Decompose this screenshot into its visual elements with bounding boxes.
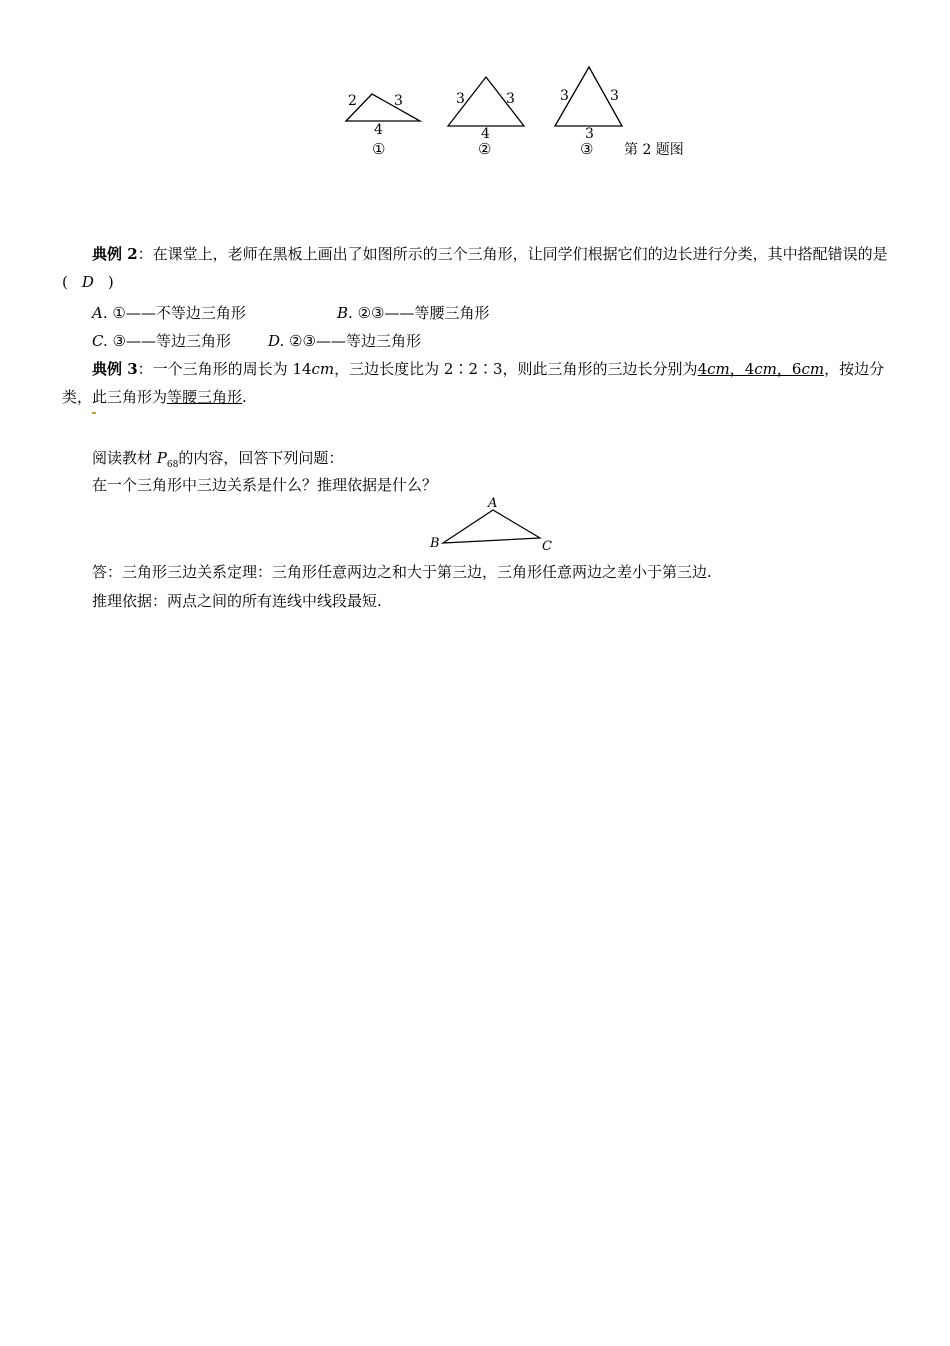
vertex-a-label: A xyxy=(488,496,498,511)
answer-line-2: 推理依据：两点之间的所有连线中线段最短. xyxy=(92,592,382,610)
figure-caption: 第 2 题图 xyxy=(624,142,684,158)
page-ref: P xyxy=(156,449,167,467)
stray-mark xyxy=(92,412,96,414)
tri2-right-label: 3 xyxy=(506,91,515,107)
reading-line-2: 在一个三角形中三边关系是什么？推理依据是什么？ xyxy=(92,476,438,494)
unit-cm: cm xyxy=(311,360,335,378)
option-b xyxy=(337,303,489,323)
example-3-text3: ，按边分类，此三角形为 xyxy=(62,360,885,406)
option-a-letter: A. xyxy=(92,304,108,322)
triangle-abc-figure xyxy=(425,495,560,555)
reading-text-1: 阅读教材 xyxy=(92,449,157,467)
example-2-text: ：在课堂上，老师在黑板上画出了如图所示的三个三角形，让同学们根据它们的边长进行分类，其中搭配错误的是( xyxy=(62,245,888,291)
unit-cm: cm xyxy=(801,360,825,378)
reading-text-2: 的内容，回答下列问题： xyxy=(178,449,344,467)
vertex-b-label: B xyxy=(430,536,440,551)
option-d-letter: D. xyxy=(268,332,285,350)
example-2 xyxy=(62,240,894,296)
example-3-title: 典例 3 xyxy=(92,360,138,378)
option-c xyxy=(92,331,231,351)
example-3-text1: ：一个三角形的周长为 14 xyxy=(137,360,312,378)
unit-cm: cm xyxy=(707,360,730,378)
vertex-c-label: C xyxy=(542,539,552,554)
option-c-text: ③——等边三角形 xyxy=(112,332,231,350)
tri1-number: ① xyxy=(372,140,386,158)
tri3-right-label: 3 xyxy=(610,88,619,104)
page-ref-number: 68 xyxy=(166,460,179,470)
tri3-left-label: 3 xyxy=(560,88,569,104)
option-b-letter: B. xyxy=(337,304,353,322)
option-a-text: ①——不等边三角形 xyxy=(112,304,246,322)
triangles-figure xyxy=(330,60,710,165)
answer-length-3: ，6 xyxy=(776,360,802,378)
unit-cm: cm xyxy=(754,360,777,378)
tri3-number: ③ xyxy=(580,140,594,158)
example-3-end: . xyxy=(242,388,247,406)
answer-line-1: 答：三角形三边关系定理：三角形任意两边之和大于第三边，三角形任意两边之差小于第三边. xyxy=(92,563,712,581)
example-3 xyxy=(62,355,894,411)
example-2-answer: D xyxy=(81,273,94,291)
option-a xyxy=(92,303,246,323)
tri2-number: ② xyxy=(478,140,492,158)
tri1-bottom-label: 4 xyxy=(374,122,383,138)
example-3-answer-lengths xyxy=(698,360,825,378)
tri2-bottom-label: 4 xyxy=(481,126,490,142)
triangle-1 xyxy=(346,94,420,121)
example-3-answer-type: 等腰三角形 xyxy=(167,388,243,406)
triangle-abc xyxy=(443,510,540,543)
example-3-text2: ，三边长度比为 2∶2∶3，则此三角形的三边长分别为 xyxy=(334,360,698,378)
tri1-left-label: 2 xyxy=(348,93,357,109)
option-d-text: ②③——等边三角形 xyxy=(289,332,421,350)
tri1-right-label: 3 xyxy=(394,93,403,109)
option-d xyxy=(268,331,421,351)
option-c-letter: C. xyxy=(92,332,108,350)
reading-line-1 xyxy=(92,448,343,475)
option-b-text: ②③——等腰三角形 xyxy=(357,304,490,322)
example-2-title: 典例 2 xyxy=(92,245,138,263)
answer-length-2: ，4 xyxy=(729,360,755,378)
tri2-left-label: 3 xyxy=(456,91,465,107)
answer-length-1: 4 xyxy=(697,360,708,378)
example-2-close: ) xyxy=(107,273,114,291)
tri3-bottom-label: 3 xyxy=(585,126,594,142)
